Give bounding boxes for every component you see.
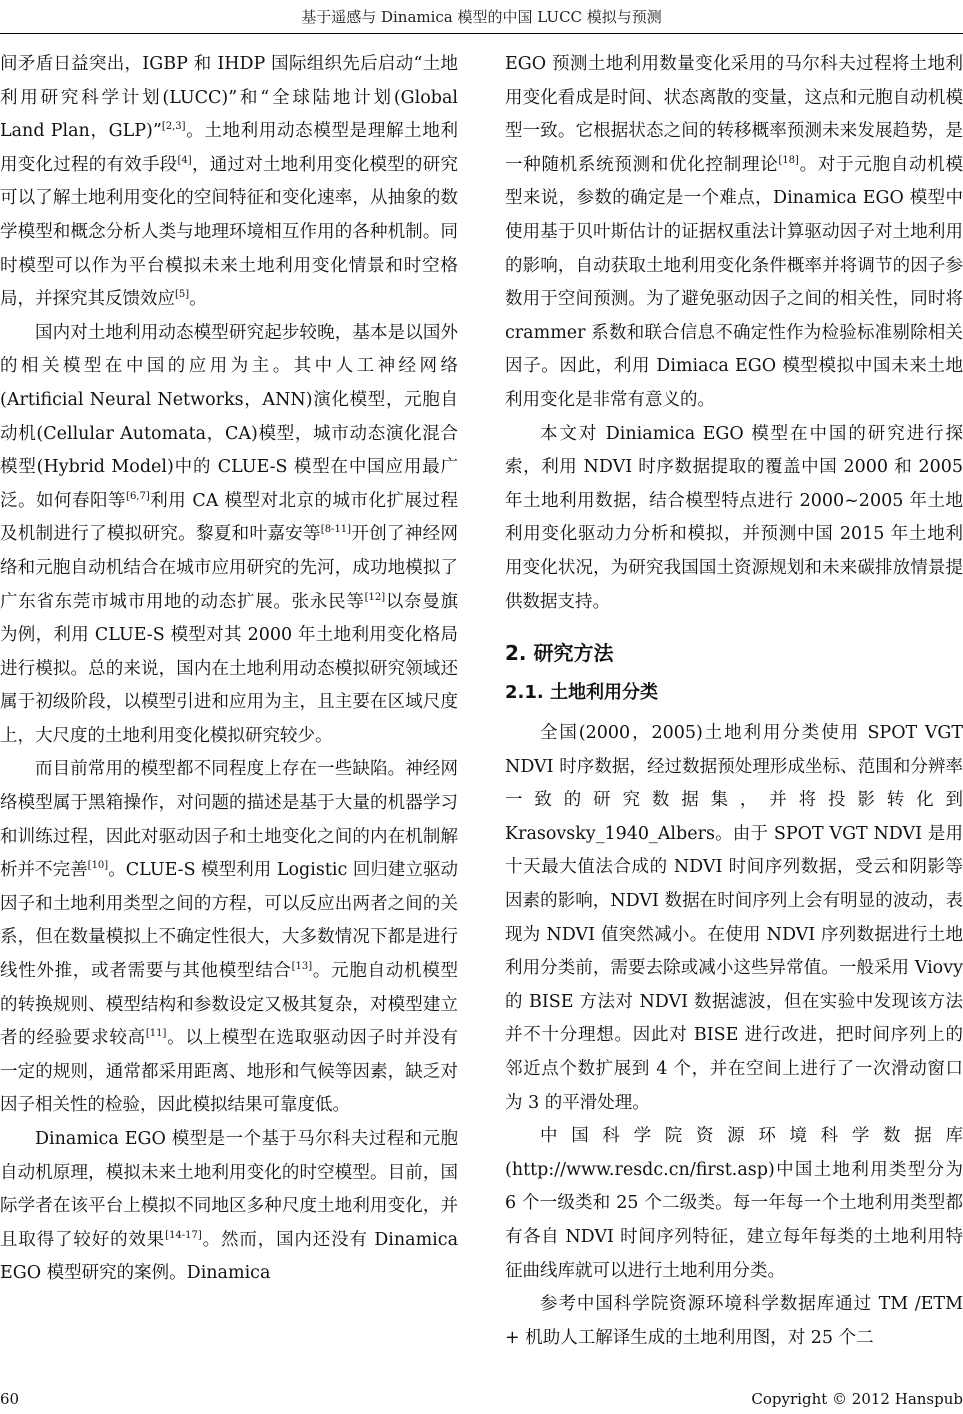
- subsection-heading: 2.1. 土地利用分类: [505, 682, 658, 704]
- paragraph: 中国科学院资源环境科学数据库(http://www.resdc.cn/first.asp)中国土地利用类型分为 6 个一级类和 25 个二级类。每一年每一个土地利用类型都有各自 NDVI 时间序列特征，建立每年每类的土地利用特征曲线库就可以进行土地利用分类。: [505, 1126, 963, 1281]
- citation: [6,7]: [126, 490, 150, 502]
- citation: [5]: [175, 289, 190, 301]
- citation: [13]: [291, 961, 313, 973]
- citation: [12]: [364, 591, 386, 603]
- paragraph: 本文对 Diniamica EGO 模型在中国的研究进行探索，利用 NDVI 时序数据提取的覆盖中国 2000 和 2005 年土地利用数据，结合模型特点进行 2000~2005 年土地利用变化驱动力分析和模拟，并预测中国 2015 年土地利用变化状况，为研究我国国土资源规划和未来碳排放情景提供数据支持。: [505, 423, 963, 612]
- paragraph: 而目前常用的模型都不同程度上存在一些缺陷。神经网络模型属于黑箱操作，对问题的描述是基于大量的机器学习和训练过程，因此对驱动因子和土地变化之间的内在机制解析并不完善[10]。CLUE-S 模型利用 Logistic 回归建立驱动因子和土地利用类型之间的方程，可以反应出两者之间的关系，但在数量模拟上不确定性很大，大多数情况下都是进行线性外推，或者需要与其他模型结合[13]。元胞自动机模型的转换规则、模型结构和参数设定又极其复杂，对模型建立者的经验要求较高[11]。以上模型在选取驱动因子时并没有一定的规则，通常都采用距离、地形和气候等因素，缺乏对因子相关性的检验，因此模拟结果可靠度低。: [0, 759, 459, 1116]
- paragraph: Dinamica EGO 模型是一个基于马尔科夫过程和元胞自动机原理，模拟未来土地利用变化的时空模型。目前，国际学者在该平台上模拟不同地区多种尺度土地利用变化，并且取得了较好的效果[14-17]。然而，国内还没有 Dinamica EGO 模型研究的案例。Dinamica: [0, 1129, 458, 1284]
- section-heading: 2. 研究方法: [505, 641, 614, 666]
- citation: [2,3]: [161, 121, 186, 133]
- left-column: [0, 48, 458, 1291]
- copyright-notice: Copyright © 2012 Hanspub: [751, 1390, 963, 1408]
- citation: [10]: [87, 860, 109, 872]
- citation: [8-11]: [320, 524, 352, 536]
- paragraph: 间矛盾日益突出，IGBP 和 IHDP 国际组织先后启动“土地利用研究科学计划(LUCC)”和“全球陆地计划(Global Land Plan，GLP)”[2,3]。土地利用动态模型是理解土地利用变化过程的有效手段[4]，通过对土地利用变化模型的研究可以了解土地利用变化的空间特征和变化速率，从抽象的数学模型和概念分析人类与地理环境相互作用的各种机制。同时模型可以作为平台模拟未来土地利用变化情景和时空格局，并探究其反馈效应[5]。: [0, 54, 458, 310]
- page-number: 60: [0, 1390, 20, 1408]
- header-rule: [0, 33, 963, 34]
- citation: [18]: [778, 154, 799, 166]
- citation: [14-17]: [165, 1229, 202, 1241]
- running-header: 基于遥感与 Dinamica 模型的中国 LUCC 模拟与预测: [301, 8, 662, 26]
- citation: [11]: [145, 1028, 167, 1040]
- paragraph: 国内对土地利用动态模型研究起步较晚，基本是以国外的相关模型在中国的应用为主。其中人工神经网络(Artificial Neural Networks，ANN)演化模型，元胞自动机(Cellular Automata，CA)模型，城市动态演化混合模型(Hybrid Model)中的 CLUE-S 模型在中国应用最广泛。如何春阳等[6,7]利用 CA 模型对北京的城市化扩展过程及机制进行了模拟研究。黎夏和叶嘉安等[8-11]开创了神经网络和元胞自动机结合在城市应用研究的先河，成功地模拟了广东省东莞市城市用地的动态扩展。张永民等[12]以奈曼旗为例，利用 CLUE-S 模型对其 2000 年土地利用变化格局进行模拟。总的来说，国内在土地利用动态模拟研究领域还属于初级阶段，以模型引进和应用为主，且主要在区域尺度上，大尺度的土地利用变化模拟研究较少。: [0, 322, 459, 746]
- paragraph: 全国(2000，2005)土地利用分类使用 SPOT VGT NDVI 时序数据，经过数据预处理形成坐标、范围和分辨率一致的研究数据集，并将投影转化到 Krasovsky_1940_Albers。由于 SPOT VGT NDVI 是用十天最大值法合成的 NDVI 时间序列数据，受云和阴影等因素的影响，NDVI 数据在时间序列上会有明显的波动，表现为 NDVI 值突然减小。在使用 NDVI 序列数据进行土地利用分类前，需要去除或减小这些异常值。一般采用 Viovy 的 BISE 方法对 NDVI 数据滤波，但在实验中发现该方法并不十分理想。因此对 BISE 进行改进，把时间序列上的邻近点个数扩展到 4 个，并在空间上进行了一次滑动窗口为 3 的平滑处理。: [505, 723, 963, 1113]
- right-column: [505, 48, 963, 1355]
- citation: [4]: [177, 154, 192, 166]
- paragraph: EGO 预测土地利用数量变化采用的马尔科夫过程将土地利用变化看成是时间、状态离散的变量，这点和元胞自动机模型一致。它根据状态之间的转移概率预测未来发展趋势，是一种随机系统预测和优化控制理论[18]。对于元胞自动机模型来说，参数的确定是一个难点，Dinamica EGO 模型中使用基于贝叶斯估计的证据权重法计算驱动因子对土地利用的影响，自动获取土地利用变化条件概率并将调节的因子参数用于空间预测。为了避免驱动因子之间的相关性，同时将 crammer 系数和联合信息不确定性作为检验标准剔除相关因子。因此，利用 Dimiaca EGO 模型模拟中国未来土地利用变化是非常有意义的。: [505, 54, 963, 410]
- paragraph: 参考中国科学院资源环境科学数据库通过 TM /ETM + 机助人工解译生成的土地利用图，对 25 个二: [505, 1294, 963, 1348]
